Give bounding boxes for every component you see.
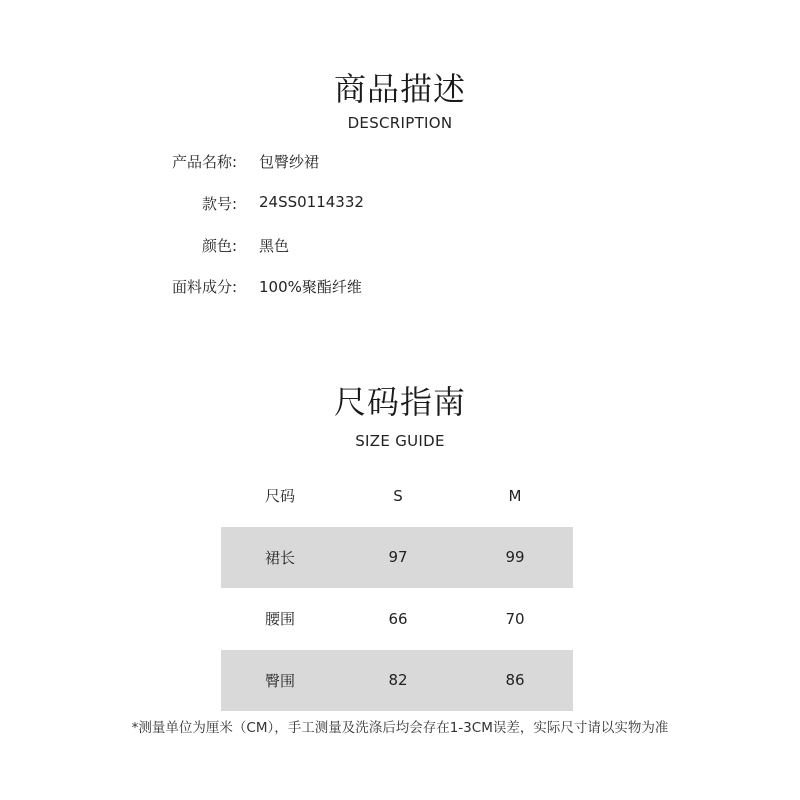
info-label: 产品名称: xyxy=(171,153,237,171)
measurement-note: *测量单位为厘米（CM），手工测量及洗涤后均会存在1-3CM误差，实际尺寸请以实物为准 xyxy=(131,720,669,736)
info-value: 24SS0114332 xyxy=(259,193,364,211)
table-row xyxy=(221,527,573,589)
description-title: 商品描述 xyxy=(333,70,466,108)
info-label: 面料成分: xyxy=(171,278,237,296)
size-guide-subtitle: SIZE GUIDE xyxy=(355,432,445,450)
info-value: 黑色 xyxy=(259,237,290,255)
info-value: 包臀纱裙 xyxy=(259,153,320,171)
table-row xyxy=(221,650,573,712)
cell-s: 82 xyxy=(388,671,408,690)
size-guide-title: 尺码指南 xyxy=(333,383,466,421)
size-table-header xyxy=(221,465,573,527)
description-subtitle: DESCRIPTION xyxy=(347,114,453,132)
cell-m: 99 xyxy=(505,548,525,567)
info-row-fabric xyxy=(0,276,800,300)
info-label: 颜色: xyxy=(201,237,237,255)
info-value: 100%聚酯纤维 xyxy=(259,278,362,296)
row-label: 腰围 xyxy=(264,610,295,629)
cell-s: 97 xyxy=(388,548,408,567)
table-row xyxy=(221,588,573,650)
info-label: 款号: xyxy=(201,195,237,213)
size-table xyxy=(221,465,573,711)
header-cell-m: M xyxy=(508,486,522,505)
info-row-color xyxy=(0,235,800,259)
cell-m: 70 xyxy=(505,609,525,628)
row-label: 裙长 xyxy=(264,548,295,567)
info-row-product-name xyxy=(0,151,800,175)
header-cell-s: S xyxy=(393,486,403,505)
cell-s: 66 xyxy=(388,609,408,628)
cell-m: 86 xyxy=(505,671,525,690)
row-label: 臀围 xyxy=(264,671,295,690)
info-row-style-number xyxy=(0,193,800,217)
header-cell-size: 尺码 xyxy=(264,487,295,506)
